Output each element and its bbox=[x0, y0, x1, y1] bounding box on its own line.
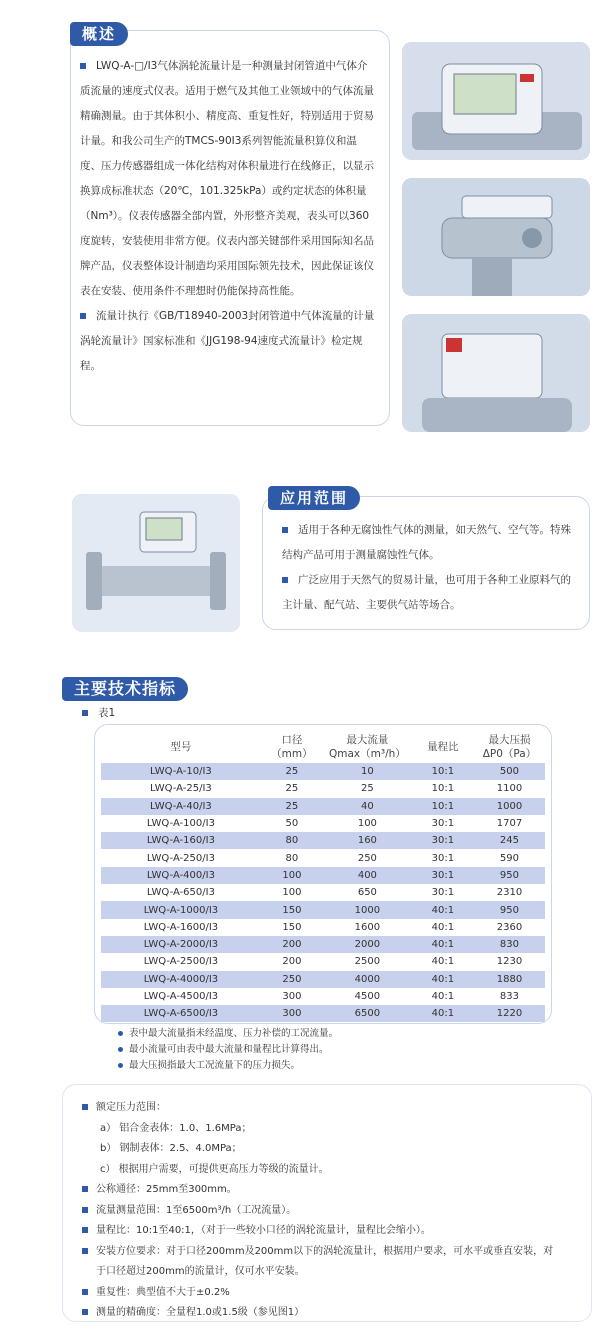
table-label: 表1 bbox=[82, 705, 115, 720]
table-cell: 833 bbox=[499, 991, 520, 1002]
application-photo bbox=[72, 494, 240, 632]
table-cell: 150 bbox=[261, 901, 323, 918]
table-cell: LWQ-A-1000/I3 bbox=[101, 901, 261, 918]
table-cell: 40:1 bbox=[431, 921, 455, 933]
spec-flow-range: 流量测量范围：1至6500m³/h（工况流量）。 bbox=[82, 1201, 562, 1222]
spec-table-panel bbox=[94, 724, 552, 1024]
table-row bbox=[101, 867, 545, 884]
table-cell: 30:1 bbox=[431, 818, 455, 830]
spec-repeat: 重复性：典型值不大于±0.2% bbox=[82, 1283, 562, 1304]
application-text: 适用于各种无腐蚀性气体的测量，如天然气、空气等。特殊结构产品可用于测量腐蚀性气体。 广泛应用于天然气的贸易计量，也可用于各种工业原料气的主计量、配气站、主要供气站等场合。 bbox=[282, 524, 571, 611]
header-range: 量程比 bbox=[427, 741, 459, 753]
table-cell: 40 bbox=[323, 798, 412, 815]
table-cell: 2360 bbox=[496, 921, 523, 933]
table-cell: 250 bbox=[357, 852, 377, 864]
spec-nominal: 公称通径：25mm至300mm。 bbox=[82, 1180, 562, 1201]
specs-heading: 主要技术指标 bbox=[62, 677, 188, 701]
table-cell: 40:1 bbox=[412, 1005, 474, 1022]
spec-range-ratio: 量程比：10:1至40:1，（对于一些较小口径的涡轮流量计，量程比会缩小）。 bbox=[82, 1221, 562, 1242]
spec-table bbox=[101, 731, 545, 1022]
table-cell: LWQ-A-100/I3 bbox=[146, 818, 215, 830]
table-row bbox=[101, 780, 545, 797]
table-cell: LWQ-A-4500/I3 bbox=[143, 991, 219, 1002]
table-cell: 30:1 bbox=[431, 852, 455, 864]
header-maxflow: 最大流量 Qmax（m³/h） bbox=[328, 734, 406, 760]
table-cell: 4000 bbox=[323, 971, 412, 988]
spec-accuracy: 测量的精确度：全量程1.0或1.5级（参见图1） bbox=[82, 1303, 562, 1324]
table-cell: 2500 bbox=[354, 956, 381, 968]
table-cell: 1000 bbox=[323, 901, 412, 918]
bullet-icon bbox=[80, 63, 86, 69]
table-cell: 1100 bbox=[496, 783, 523, 795]
table-cell: 200 bbox=[261, 936, 323, 953]
table-cell: 40:1 bbox=[412, 971, 474, 988]
table-cell: 1000 bbox=[474, 798, 545, 815]
table-cell: 40:1 bbox=[431, 991, 455, 1002]
table-row bbox=[101, 901, 545, 918]
table-cell: 10:1 bbox=[412, 763, 474, 780]
table-cell: 300 bbox=[282, 991, 302, 1002]
spec-pressure-title: 额定压力范围： bbox=[82, 1098, 562, 1119]
table-cell: 30:1 bbox=[412, 867, 474, 884]
table-header-row bbox=[101, 731, 545, 763]
table-cell: LWQ-A-400/I3 bbox=[101, 867, 261, 884]
spec-pressure-c: c） 根据用户需要，可提供更高压力等级的流量计。 bbox=[100, 1163, 329, 1175]
bullet-icon bbox=[82, 710, 88, 716]
header-model: 型号 bbox=[170, 741, 192, 753]
table-cell: LWQ-A-6500/I3 bbox=[101, 1005, 261, 1022]
spec-install: 安装方位要求：对于口径200mm及200mm以下的涡轮流量计，根据用户要求，可水平或垂直安装，对于口径超过200mm的流量计，仅可水平安装。 bbox=[82, 1242, 562, 1283]
table-row bbox=[101, 988, 545, 1005]
table-row bbox=[101, 798, 545, 815]
table-row bbox=[101, 919, 545, 936]
table-cell: 10:1 bbox=[412, 798, 474, 815]
table-row bbox=[101, 763, 545, 780]
bullet-icon bbox=[282, 577, 288, 583]
table-cell: 2310 bbox=[496, 887, 523, 899]
table-cell: 25 bbox=[261, 763, 323, 780]
table-cell: 950 bbox=[474, 901, 545, 918]
table-cell: 245 bbox=[474, 832, 545, 849]
table-cell: 100 bbox=[282, 887, 302, 899]
table-cell: 10 bbox=[323, 763, 412, 780]
table-cell: 1600 bbox=[354, 921, 381, 933]
table-row bbox=[101, 971, 545, 988]
bullet-icon bbox=[80, 313, 86, 319]
table-cell: LWQ-A-4000/I3 bbox=[101, 971, 261, 988]
spec-list bbox=[82, 1098, 562, 1324]
table-cell: LWQ-A-250/I3 bbox=[146, 852, 215, 864]
note-item: 表中最大流量指未经温度、压力补偿的工况流量。 bbox=[118, 1026, 538, 1042]
table-row bbox=[101, 1005, 545, 1022]
bullet-icon bbox=[282, 527, 288, 533]
table-cell: 250 bbox=[261, 971, 323, 988]
table-cell: 1707 bbox=[496, 818, 523, 830]
table-cell: 830 bbox=[474, 936, 545, 953]
table-cell: LWQ-A-2000/I3 bbox=[101, 936, 261, 953]
table-cell: 1220 bbox=[474, 1005, 545, 1022]
table-row bbox=[101, 953, 545, 970]
table-cell: LWQ-A-160/I3 bbox=[101, 832, 261, 849]
product-photo-1 bbox=[402, 42, 590, 160]
header-diameter: 口径 （mm） bbox=[271, 734, 313, 760]
header-pressure: 最大压损 ΔP0（Pa） bbox=[482, 734, 537, 760]
table-cell: 6500 bbox=[323, 1005, 412, 1022]
table-cell: 200 bbox=[282, 956, 302, 968]
table-cell: 2000 bbox=[323, 936, 412, 953]
table-cell: LWQ-A-1600/I3 bbox=[143, 921, 219, 933]
table-cell: 80 bbox=[285, 852, 299, 864]
table-cell: 10:1 bbox=[431, 783, 455, 795]
table-cell: LWQ-A-40/I3 bbox=[101, 798, 261, 815]
table-cell: 50 bbox=[285, 818, 299, 830]
table-row bbox=[101, 936, 545, 953]
table-cell: 80 bbox=[261, 832, 323, 849]
table-cell: 40:1 bbox=[412, 901, 474, 918]
table-cell: 4500 bbox=[354, 991, 381, 1002]
table-cell: 150 bbox=[282, 921, 302, 933]
table-cell: 400 bbox=[323, 867, 412, 884]
table-row bbox=[101, 832, 545, 849]
table-cell: 300 bbox=[261, 1005, 323, 1022]
table-cell: 950 bbox=[474, 867, 545, 884]
note-item: 最小流量可由表中最大流量和量程比计算得出。 bbox=[118, 1042, 538, 1058]
table-cell: 590 bbox=[499, 852, 520, 864]
table-cell: 1880 bbox=[474, 971, 545, 988]
table-cell: 40:1 bbox=[431, 956, 455, 968]
table-cell: 25 bbox=[361, 783, 374, 795]
product-photo-3 bbox=[402, 314, 590, 432]
table-cell: 100 bbox=[357, 818, 377, 830]
note-item: 最大压损指最大工况流量下的压力损失。 bbox=[118, 1058, 538, 1074]
overview-text: LWQ-A-□/I3气体涡轮流量计是一种测量封闭管道中气体介质流量的速度式仪表。适用于燃气及其他工业领域中的气体流量精确测量。由于其体积小、精度高、重复性好，特别适用于贸易计量。和我公司生产的TMCS-90I3系列智能流量积算仪和温度、压力传感器组成一体化结构对体积量进行在线修正，以显示换算成标准状态（20℃，101.325kPa）或约定状态的体积量（Nm³）。仪表传感器全部内置，外形整齐美观，表头可以360度旋转，安装使用非常方便。仪表内部关键部件采用国际知名品牌产品，仪表整体设计制造均采用国际领先技术，因此保证该仪表在安装、使用条件不理想时仍能保持高性能。 流量计执行《GB/T18940-2003封闭管道中气体流量的计量涡轮流量计》国家标准和《JJG198-94速度式流量计》检定规程。 bbox=[80, 60, 375, 372]
table-cell: 25 bbox=[261, 798, 323, 815]
table-cell: 650 bbox=[357, 887, 377, 899]
table-cell: 1230 bbox=[496, 956, 523, 968]
table-row bbox=[101, 815, 545, 832]
table-cell: LWQ-A-650/I3 bbox=[146, 887, 215, 899]
table-cell: 30:1 bbox=[431, 887, 455, 899]
table-cell: LWQ-A-10/I3 bbox=[101, 763, 261, 780]
spec-pressure-b: b） 钢制表体：2.5、4.0MPa； bbox=[100, 1143, 242, 1154]
overview-heading: 概述 bbox=[70, 22, 128, 46]
table-cell: 500 bbox=[474, 763, 545, 780]
table-row bbox=[101, 884, 545, 901]
application-heading: 应用范围 bbox=[268, 486, 360, 510]
table-cell: 100 bbox=[261, 867, 323, 884]
table-row bbox=[101, 849, 545, 866]
table-cell: LWQ-A-2500/I3 bbox=[143, 956, 219, 968]
table-cell: 160 bbox=[323, 832, 412, 849]
table-cell: 40:1 bbox=[412, 936, 474, 953]
product-photo-2 bbox=[402, 178, 590, 296]
table-cell: 25 bbox=[285, 783, 299, 795]
table-cell: 30:1 bbox=[412, 832, 474, 849]
table-notes bbox=[118, 1026, 538, 1074]
spec-pressure-a: a） 铝合金表体：1.0、1.6MPa； bbox=[100, 1122, 252, 1134]
table-cell: LWQ-A-25/I3 bbox=[150, 783, 212, 795]
